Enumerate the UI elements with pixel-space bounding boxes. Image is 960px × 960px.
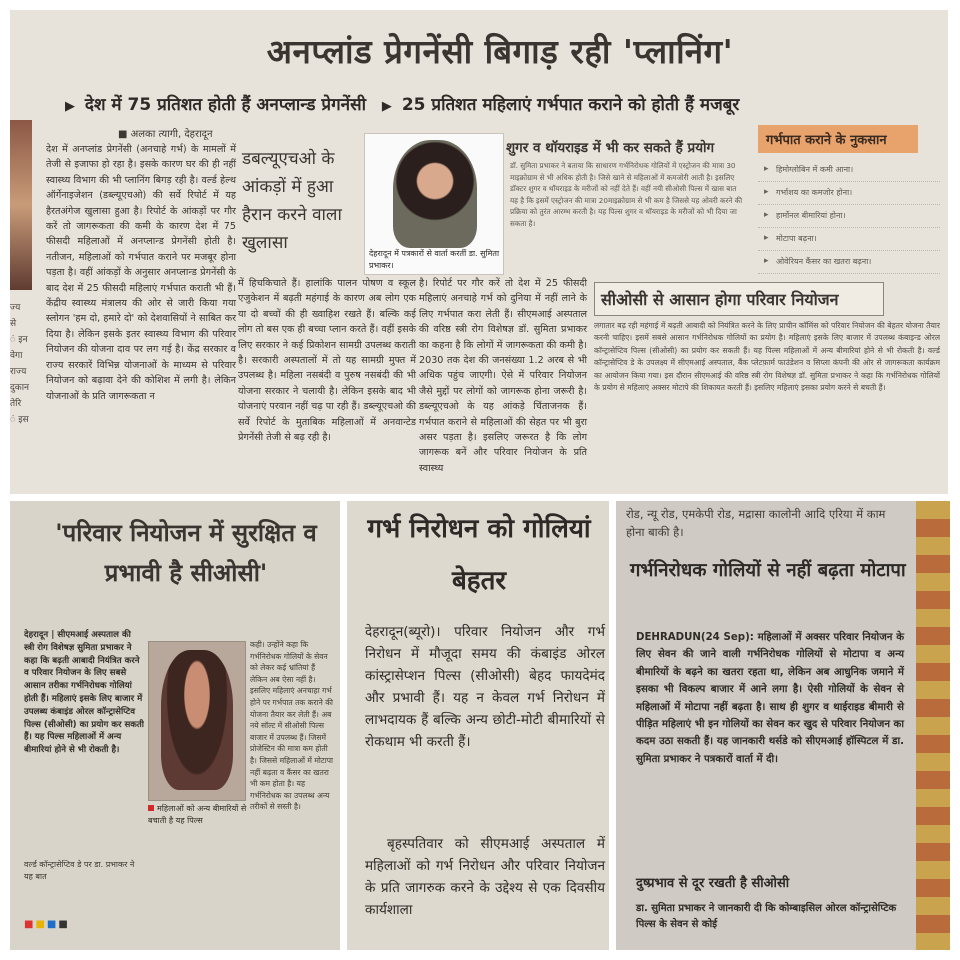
article-column-3: है। रिपोर्ट पर गौर करें तो देश में 25 फीसदी महिलाएं अनचाहे गर्भ को दुनिया में नहीं लाने के लिए गर्भपात करा लेती हैं। सीएमआई अस्पताल की वरिष्ठ स्त्री रोग विशेषज्ञ डॉ. सुमिता प्रभाकर का कहना है कि लोगों में जागरूकता की कमी है। 2030 तक देश की जनसंख्या 1.2 अरब से भी अधिक पहुंच जाएगी। ऐसे में परिवार नियोजन जैसे मुद्दों पर लोगों को जागरूक होना जरूरी है। डब्ल्यूएचओ के यह आंकड़े चिंताजनक हैं। गर्भपात कराने से महिलाओं की सेहत पर भी बुरा असर पड़ता है। इसलिए जरूरत है कि लोग जागरूक बनें और परिवार नियोजन के प्रति स्वास्थ्य	[419, 278, 587, 474]
callout-text: डबल्यूएचओ के आंकड़ों में हुआ हैरान करने वाला खुलासा	[242, 149, 342, 253]
sidebar-sugar-title: शुगर व थॉयराइड में भी कर सकते हैं प्रयोग	[506, 140, 715, 156]
clipping-c-subhead: दुष्प्रभाव से दूर रखती है सीओसी	[636, 876, 790, 891]
doctor-portrait	[161, 650, 233, 790]
article-column-2: में हिचकिचाते हैं। हालांकि पालन पोषण व स्कूल एजुकेशन में बढ़ती महंगाई के कारण अब लोग एक या दो बच्चों की ही ख्वाहिश रखते हैं। बल्कि कई लोग तो बस एक ही बच्चा प्लान करते हैं। वहीं इसके लिए सरकार ने कई प्रिकोशन सामग्री उपलब्ध कराती है। सरकारी अस्पतालों में तो यह सामग्री मुफ्त में उपलब्ध है। महिला नसबंदी व पुरुष नसबंदी की भी योजना सरकार ने चलायी है। लेकिन इसके बाद भी योजनाएं परवान नहीं चढ़ पा रही हैं। डब्ल्यूएचओ की सर्वे रिपोर्ट के मुताबिक महिलाओं में अनवान्टेड प्रेगनेंसी तेजी से बढ़ रही है।	[238, 278, 416, 444]
main-headline: अनप्लांड प्रेगनेंसी बिगाड़ रही 'प्लानिंग'	[266, 32, 734, 71]
risk-item: ▸ हिमोग्लोबिन में कमी आना।	[758, 159, 940, 182]
subheadline: ▶ देश में 75 प्रतिशत होती हैं अनप्लान्ड प्रेगनेंसी ▶ 25 प्रतिशत महिलाएं गर्भपात कराने को होती हैं मजबूर	[65, 95, 740, 115]
clipping-a-photo	[148, 641, 246, 801]
photo-box	[364, 133, 504, 275]
color-dots: ■■■■	[24, 919, 70, 930]
left-edge-text: ज्य से ं इन वेगा राज्य दुकान तेरि ं इस	[10, 303, 30, 425]
clipping-a-text-right: कही। उन्होंने कहा कि गर्भनिरोधक गोलियों के सेवन को लेकर कई भ्रांतियां हैं लेकिन अब ऐसा नहीं है। इसलिए महिलाएं अनचाहा गर्भ होने पर गर्भपात तक कराने की योजना तैयार कर लेती हैं। अब नये सॉल्ट में सीओसी पिल्स बाजार में उपलब्ध हैं। जिसमें प्रोजेस्टिन की मात्रा कम होती है। जिससे महिलाओं में मोटापा नहीं बढ़ता व कैंसर का खतरा भी कम होता है। यह गर्भनिरोधक का उपलब्ध अन्य तरीकों से सस्ती है।	[250, 640, 334, 812]
sidebar-sugar-text: डॉ. सुमिता प्रभाकर ने बताया कि साधारण गर्भनिरोधक गोलियों में एस्ट्रोजन की मात्रा 30 माइक्रोग्राम से भी अधिक होती है। जिसे खाने से महिलाओं में कमजोरी आती है। इसलिए डॉक्टर शुगर व थॉयराइड के मरीजों को नहीं देते हैं। वहीं नयी सीओसी पिल्स में खास बात यह है कि इसमें एस्ट्रोजन की मात्रा 20माइक्रोग्राम से भी कम है जिससे यह ओवरी करने की प्रक्रिया को तुरंत आरम्भ करती है। यह पिल्स शुगर व थॉयराइड के मरीजों को भी दिया जा सकता है।	[510, 161, 743, 228]
decorative-strip	[916, 501, 950, 950]
clipping-b-para2: बृहस्पतिवार को सीएमआई अस्पताल में महिलाओं को गर्भ निरोधन और परिवार नियोजन के प्रति जागरुक करने के उद्देश्य से एक दिवसीय कार्यशाला	[365, 836, 605, 918]
clipping-b-para1: देहरादून(ब्यूरो)। परिवार नियोजन और गर्भ निरोधन में मौजूदा समय की कंबाइंड ओरल कांस्ट्रासेप्शन पिल्स (सीओसी) बेहद फायदेमंद और प्रभावी हैं। यह न केवल गर्भ निरोधन में लाभदायक हैं बल्कि अन्य छोटी-मोटी बीमारियों से रोकथाम भी करती हैं।	[365, 624, 605, 750]
abortion-risks-box	[758, 125, 940, 285]
caption-marker-icon	[148, 805, 154, 811]
clipping-a-caption: महिलाओं को अन्य बीमारियों से बचाती है यह पिल्स	[148, 804, 247, 825]
byline: ■ अलका त्यागी, देहरादून	[118, 129, 213, 140]
risk-item: ▸ गर्भाशय का कमजोर होना।	[758, 182, 940, 205]
doctor-portrait	[393, 140, 477, 248]
clipping-a-text-left: देहरादून | सीएमआई अस्पताल की स्त्री रोग विशेषज्ञ सुमिता प्रभाकर ने कहा कि बढ़ती आबादी नियंत्रित करने व परिवार नियोजन के लिए सबसे आसान तरीका गर्भनिरोधक गोलियां होती हैं। महिलाएं इसके लिए बाजार में उपलब्ध कंबाइंड ओरल कॉन्ट्रासेप्टिव पिल्स (सीओसी) का प्रयोग कर सकती हैं। यह पिल्स महिलाओं में अन्य बीमारियां होने से भी रोकती है।	[24, 630, 144, 756]
clipping-c	[616, 501, 950, 950]
coc-title: सीओसी से आसान होगा परिवार नियोजन	[594, 282, 884, 316]
left-edge-photo	[10, 120, 32, 290]
clipping-c-top-text: रोड, न्यू रोड, एमकेपी रोड, मद्रासा कालोनी आदि एरिया में काम होना बाकी है।	[626, 507, 886, 539]
clipping-b	[347, 501, 609, 950]
coc-box	[594, 282, 940, 494]
clipping-a-headline: 'परिवार नियोजन में सुरक्षित व प्रभावी है सीओसी'	[55, 519, 317, 587]
triangle-bullet-icon: ▶	[65, 99, 75, 114]
clipping-a	[10, 501, 340, 950]
risk-item: ▸ हार्मोनल बीमारियां होना।	[758, 205, 940, 228]
clipping-c-headline: गर्भनिरोधक गोलियों से नहीं बढ़ता मोटापा	[630, 560, 906, 581]
top-clipping	[10, 10, 948, 494]
clipping-c-body: DEHRADUN(24 Sep): महिलाओं में अक्सर परिवार नियोजन के लिए सेवन की जाने वाली गर्भनिरोधक गोलियों से मोटापा व अन्य बीमारियों के बढ़ने का खतरा रहता था, लेकिन अब आधुनिक जमाने में इसका भी विकल्प बाजार में आने लगा है। ऐसी गोलियों के सेवन से महिलाओं में मोटापा नहीं बढ़ता है। साथ ही शुगर व थाईराइड बीमारी से पीड़ित महिलाएं भी इन गोलियों का सेवन कर खुद से परिवार नियोजन का कदम उठा सकती हैं। यह जानकारी थर्सडे को सीएमआई हॉस्पिटल में डा. सुमिता प्रभाकर ने पत्रकारों वार्ता में दी।	[636, 632, 905, 765]
clipping-c-body2: डा. सुमिता प्रभाकर ने जानकारी दी कि कोम्बाइसिल ओरल कॉन्ट्रासेप्टिक पिल्स के सेवन से कोई	[636, 903, 897, 930]
dateline: DEHRADUN(24 Sep):	[636, 632, 754, 643]
clipping-a-text-bottom: वर्ल्ड कॉन्ट्रासेप्टिव डे पर डा. प्रभाकर ने यह बात	[24, 860, 135, 881]
clipping-b-headline: गर्भ निरोधन को गोलियां बेहतर	[367, 514, 591, 596]
risk-item: ▸ मोटापा बढ़ना।	[758, 228, 940, 251]
coc-text: लगातार बढ़ रही महंगाई में बढ़ती आबादी को नियंत्रित करने के लिए प्राचीन कॉमिंस को परिवार नियोजन की बेहतर योजना तैयार करनी चाहिए। इसमें सबसे आसान गर्भनिरोधक गोलियों का प्रयोग है। महिलाएं इसके लिए बाजार में उपलब्ध कंबाइन्ड ओरल कॉन्ट्रासेप्टिव पिल्स (सीओसी) का प्रयोग कर सकती हैं। यह पिल्स महिलाओं में अन्य बीमारियां होने से भी रोकती है। वर्ल्ड कॉन्ट्रासेप्टिव डे के उपलक्ष्य में सीएमआई अस्पताल, बैंक प्लेटफ़ार्म फाउंडेशन व सिप्ला कंपनी की ओर से जागरूकता कार्यक्रम का आयोजन किया गया। इस दौरान सीएमआई की वरिष्ठ स्त्री रोग विशेषज्ञ डॉ. सुमिता प्रभाकर ने कहा कि गर्भनिरोधक गोलियों के प्रयोग से महिलाएं अक्सर मोटापे की शिकायत करती हैं। इसलिए महिलाएं इसका प्रयोग करने से बचती हैं।	[594, 321, 940, 393]
risk-item: ▸ ओवेरियन कैंसर का खतरा बढ़ना।	[758, 251, 940, 274]
triangle-bullet-icon: ▶	[381, 99, 392, 114]
article-column-1: देश में अनप्लांड प्रेगनेंसी (अनचाहे गर्भ) के मामलों में तेजी से इजाफा हो रहा है। इसके कारण घर की ही नहीं स्वास्थ्य विभाग की भी प्लानिंग बिगड़ रही है। वर्ल्ड हेल्थ ऑर्गेनाइजेशन (डब्ल्यूएचओ) की सर्वे रिपोर्ट में यह हैरतअंगेज खुलासा हुआ है। रिपोर्ट के आंकड़ों पर गौर करें तो जागरूकता की कमी के कारण देश में 75 फीसदी महिलाओं में अनप्लान्ड प्रेगनेंसी होती है। नतीजन, महिलाओं को गर्भपात कराने पर मजबूर होना पड़ता है। वहीं आंकड़ों के अनुसार अनप्लान्ड प्रेगनेंसी के बाद देश में 25 फीसदी महिलाएं गर्भपात कराती भी हैं। केंद्रीय स्वास्थ्य मंत्रालय की ओर से जारी किया गया स्लोगन 'हम दो, हमारे दो' को देशवासियों ने साबित कर दिया है। लेकिन इसके इतर स्वास्थ्य विभाग की परिवार नियोजन की योजना दाव पर लग गई है। केंद्र सरकार व राज्य सरकारें विभिन्न योजनाओं के माध्यम से परिवार नियोजन को बढ़ावा देने की कोशिश में लगी है। लेकिन योजनाओं के प्रति जागरूकता न	[46, 144, 236, 402]
photo-caption: देहरादून में पत्रकारों से वार्ता करतीं डा. सुमिता प्रभाकर।	[369, 249, 500, 270]
abortion-risks-title: गर्भपात कराने के नुकसान	[758, 125, 918, 153]
